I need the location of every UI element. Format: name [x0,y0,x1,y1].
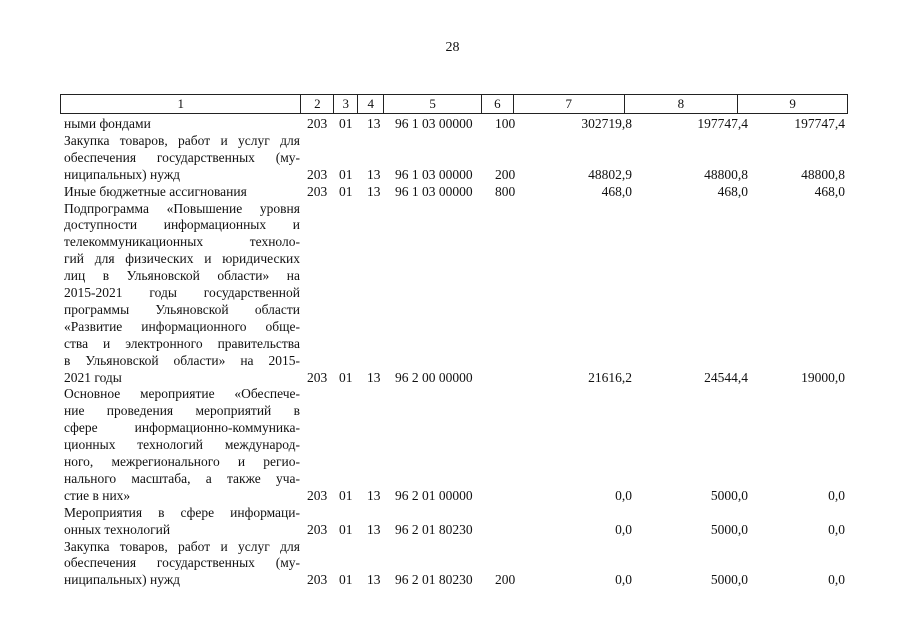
value-col-8: 5000,0 [710,487,748,503]
subsection-code: 01 [339,116,353,131]
row-description: обеспечения государственных (му- [64,149,300,165]
section-code: 203 [307,166,328,182]
item-code: 13 [367,116,381,131]
row-description: в Ульяновской области» на 2015- [64,352,300,368]
section-code: 203 [307,116,328,131]
header-col-6: 6 [481,95,513,113]
expense-type-code: 100 [495,116,516,131]
table-row [60,234,848,250]
value-col-7: 0,0 [615,521,632,537]
row-description: ными фондами [64,116,151,131]
row-description: лиц в Ульяновской области» на [64,268,300,284]
subsection-code: 01 [339,369,353,385]
row-description: «Развитие информационного обще- [64,318,300,334]
section-code: 203 [307,521,328,537]
target-code: 96 1 03 00000 [395,183,473,199]
table-row [60,403,848,419]
table-row [60,488,848,504]
row-description: 2015-2021 годы государственной [64,285,300,300]
table-row [60,167,848,183]
table-row [60,437,848,453]
page-number: 28 [445,40,460,55]
value-col-8: 468,0 [717,183,748,199]
value-col-8: 5000,0 [710,572,748,588]
header-col-2: 2 [300,95,333,113]
row-description: ниципальных) нужд [64,166,181,182]
table-row [60,572,848,588]
header-col-3: 3 [333,95,357,113]
value-col-9: 0,0 [828,487,845,503]
item-code: 13 [367,166,381,182]
value-col-9: 468,0 [814,183,845,199]
table-row [60,420,848,436]
value-col-9: 0,0 [828,572,845,588]
table-header [60,94,848,114]
table-row [60,555,848,571]
header-col-9: 9 [737,95,847,113]
table-row [60,217,848,233]
header-col-8: 8 [624,95,738,113]
table-row [60,522,848,538]
table-row [60,133,848,149]
item-code: 13 [367,521,381,537]
subsection-code: 01 [339,572,353,588]
target-code: 96 2 01 80230 [395,572,473,588]
value-col-7: 468,0 [601,183,632,199]
table-row [60,201,848,217]
value-col-8: 5000,0 [710,521,748,537]
table-row [60,285,848,301]
subsection-code: 01 [339,521,353,537]
value-col-7: 0,0 [615,572,632,588]
value-col-7: 302719,8 [581,116,632,131]
row-description: Мероприятия в сфере информаци- [64,504,300,520]
section-code: 203 [307,572,328,588]
table-row [60,505,848,521]
value-col-8: 197747,4 [697,116,748,131]
table-row [60,353,848,369]
value-col-7: 21616,2 [588,369,632,385]
header-col-1: 1 [177,96,184,111]
subsection-code: 01 [339,183,353,199]
row-description: Основное мероприятие «Обеспече- [64,386,300,402]
row-description: Подпрограмма «Повышение уровня [64,200,300,216]
table-row [60,150,848,166]
row-description: Закупка товаров, работ и услуг для [64,132,300,148]
row-description: ного, межрегионального и регио- [64,454,300,469]
target-code: 96 1 03 00000 [395,166,473,182]
section-code: 203 [307,487,328,503]
expense-type-code: 800 [495,183,516,199]
row-description: ниципальных) нужд [64,572,181,588]
row-description: гий для физических и юридических [64,251,300,267]
header-col-4: 4 [357,95,383,113]
row-description: Закупка товаров, работ и услуг для [64,538,300,554]
row-description: нального масштаба, а также уча- [64,470,300,486]
table-row [60,268,848,284]
value-col-9: 197747,4 [794,116,845,131]
section-code: 203 [307,183,328,199]
table-row [60,370,848,386]
value-col-8: 48800,8 [704,166,748,182]
subsection-code: 01 [339,487,353,503]
section-code: 203 [307,369,328,385]
item-code: 13 [367,183,381,199]
header-col-7: 7 [513,95,624,113]
table-row [60,251,848,267]
subsection-code: 01 [339,166,353,182]
item-code: 13 [367,487,381,503]
target-code: 96 2 00 00000 [395,369,473,385]
header-col-5: 5 [383,95,481,113]
table-row [60,539,848,555]
row-description: телекоммуникационных техноло- [64,234,300,250]
value-col-7: 0,0 [615,487,632,503]
value-col-7: 48802,9 [588,166,632,182]
table-row [60,386,848,402]
row-description: стие в них» [64,487,131,503]
value-col-9: 48800,8 [801,166,845,182]
table-row [60,454,848,470]
table-row [60,471,848,487]
row-description: ства и электронного правительства [64,335,300,351]
expense-type-code: 200 [495,572,516,588]
expense-type-code: 200 [495,166,516,182]
table-row [60,336,848,352]
target-code: 96 1 03 00000 [395,116,473,131]
target-code: 96 2 01 00000 [395,487,473,503]
row-description: сфере информационно-коммуника- [64,420,300,436]
row-description: 2021 годы [64,369,122,385]
row-description: ние проведения мероприятий в [64,403,300,419]
value-col-9: 19000,0 [801,369,845,385]
row-description: ционных технологий международ- [64,437,300,453]
table-row [60,116,848,132]
item-code: 13 [367,369,381,385]
value-col-8: 24544,4 [704,369,748,385]
table-row [60,302,848,318]
row-description: обеспечения государственных (му- [64,555,300,571]
row-description: программы Ульяновской области [64,301,300,317]
target-code: 96 2 01 80230 [395,521,473,537]
row-description: доступности информационных и [64,217,300,233]
row-description: онных технологий [64,521,171,537]
value-col-9: 0,0 [828,521,845,537]
row-description: Иные бюджетные ассигнования [64,183,247,199]
item-code: 13 [367,572,381,588]
table-row [60,184,848,200]
table-row [60,319,848,335]
